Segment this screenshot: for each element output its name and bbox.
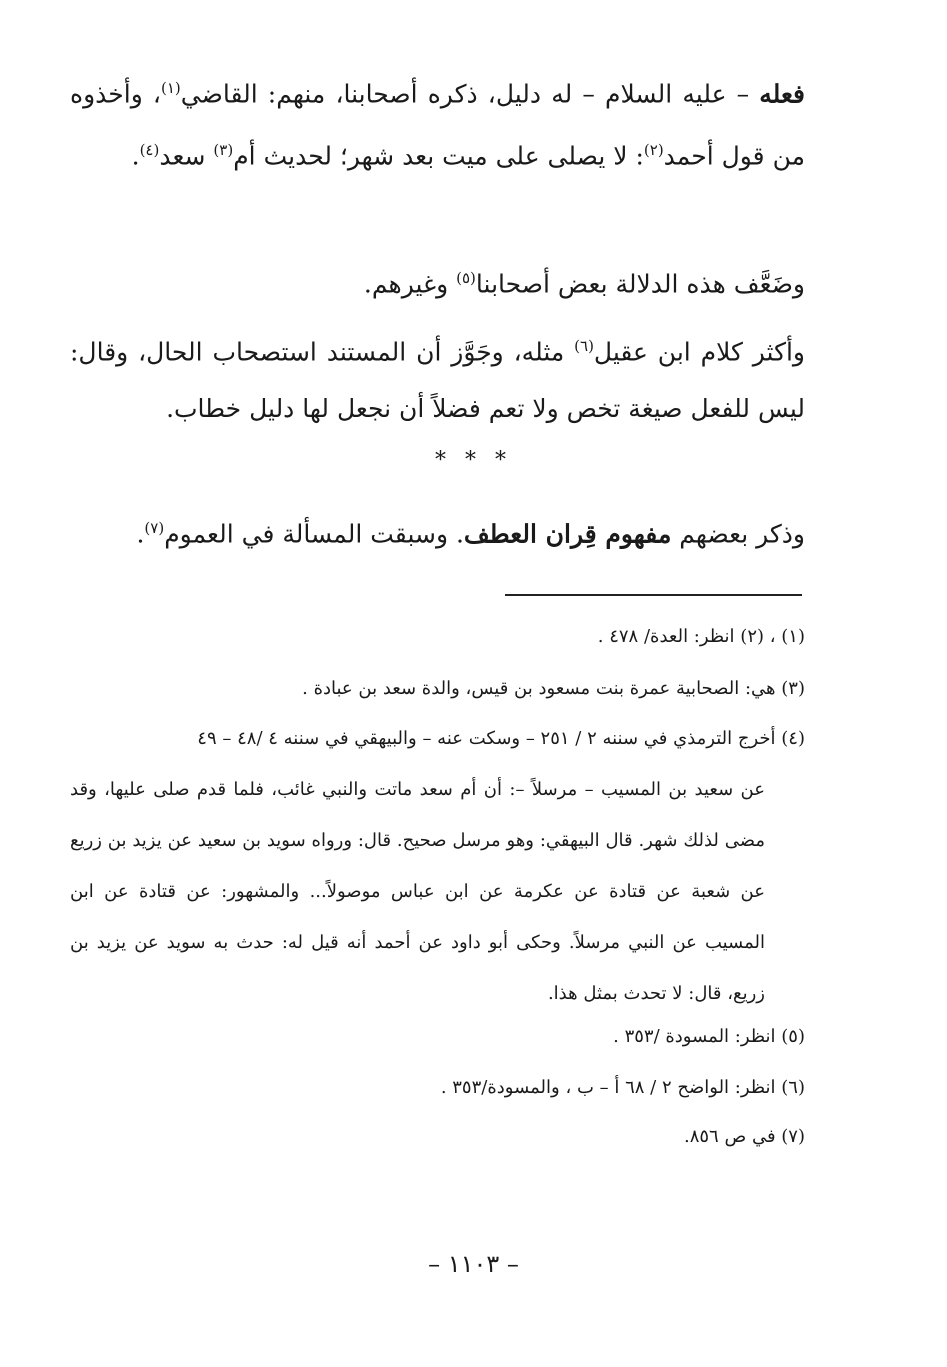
footnote-ref: (٣) — [213, 141, 234, 160]
footnote-ref: (٧) — [144, 519, 165, 537]
footnote-6: (٦) انظر: الواضح ٢ / ٦٨ أ – ب ، والمسودة/٣٥٣ . — [440, 1077, 805, 1098]
section-separator: * * * — [435, 448, 512, 473]
footnote-5: (٥) انظر: المسودة /٣٥٣ . — [613, 1026, 805, 1047]
footnote-4-first-line: (٤) أخرج الترمذي في سننه ٢ / ٢٥١ – وسكت عنه – والبيهقي في سننه ٤ /٤٨ – ٤٩ — [197, 728, 805, 749]
bold-term: فعله — [759, 79, 805, 109]
footnote-4 — [70, 713, 805, 1019]
footnote-ref: (٢) — [643, 141, 664, 160]
footnote-3: (٣) هي: الصحابية عمرة بنت مسعود بن قيس، والدة سعد بن عبادة . — [302, 678, 805, 699]
footnote-4-continuation: عن سعيد بن المسيب – مرسلاً –: أن أم سعد ماتت والنبي غائب، فلما قدم صلى عليها، وقد مضى لذلك شهر. قال البيهقي: وهو مرسل صحيح. قال: ورواه سويد بن سعيد عن يزيد بن زريع عن شعبة عن قتادة عن عكرمة عن ابن عباس موصولاً... والمشهور: عن قتادة عن ابن المسيب عن النبي مرسلاً. وحكى أبو داود عن أحمد أنه قيل له: حدث به سويد عن يزيد بن زريع، قال: لا تحدث بمثل هذا. — [70, 779, 765, 1004]
footnote-ref: (٤) — [139, 141, 160, 160]
paragraph-1: فعله – عليه السلام – له دليل، ذكره أصحابنا، منهم: القاضي$^{(١)}$، وأخذوه من قول أحمد$^{(٢)}$: لا يصلى على ميت بعد شهر؛ لحديث أم$^{(٣)}$ سعد$^{(٤)}$. — [70, 79, 805, 171]
footnote-ref: (٦) — [574, 337, 594, 355]
paragraph-4: وذكر بعضهم مفهوم قِران العطف. وسبقت المسألة في العموم$^{(٧)}$. — [136, 519, 805, 549]
paragraph-3: وأكثر كلام ابن عقيل$^{(٦)}$ مثله، وجَوَّز أن المستند استصحاب الحال، وقال: ليس للفعل صيغة تخص ولا تعم فضلاً أن نجعل لها دليل خطاب. — [70, 337, 805, 424]
footnote-ref: (٥) — [456, 269, 476, 287]
footnote-7: (٧) في ص ٨٥٦. — [683, 1126, 805, 1147]
page-number: – ١١٠٣ – — [428, 1250, 519, 1278]
bold-term: مفهوم قِران العطف — [463, 519, 672, 549]
paragraph-2: وضَعَّف هذه الدلالة بعض أصحابنا$^{(٥)}$ وغيرهم. — [363, 269, 805, 299]
footnote-ref: (١) — [160, 79, 181, 97]
footnote-divider — [505, 594, 802, 596]
footnote-1-2: (١) ، (٢) انظر: العدة/ ٤٧٨ . — [597, 626, 805, 647]
